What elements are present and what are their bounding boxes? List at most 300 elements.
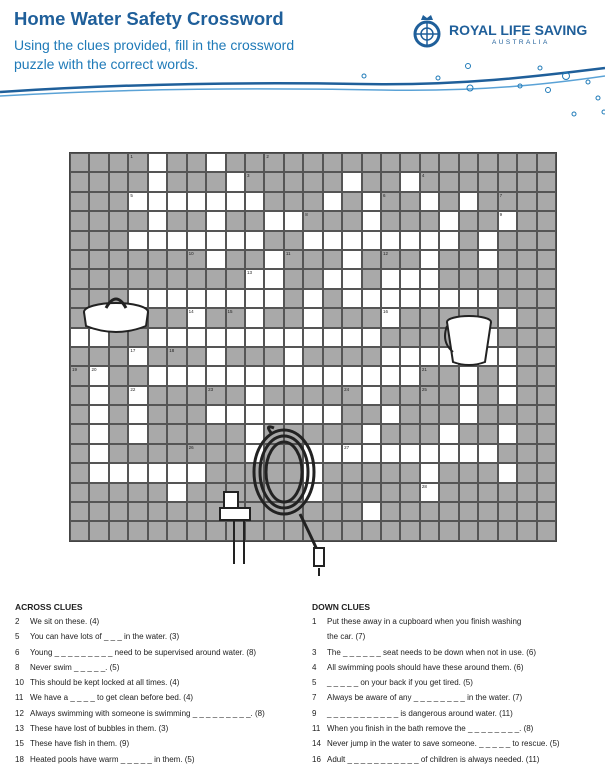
grid-cell-white[interactable] [323, 328, 342, 347]
grid-cell-white[interactable] [226, 328, 245, 347]
grid-cell-white[interactable] [439, 289, 458, 308]
grid-cell-shaded [148, 424, 167, 443]
grid-cell-shaded [517, 289, 536, 308]
grid-cell-shaded [89, 269, 108, 288]
grid-cell-shaded [400, 211, 419, 230]
grid-cell-shaded [498, 483, 517, 502]
grid-cell-white[interactable] [381, 308, 400, 327]
grid-cell-shaded [517, 463, 536, 482]
grid-cell-shaded [517, 386, 536, 405]
grid-cell-white[interactable] [498, 308, 517, 327]
grid-cell-white[interactable] [264, 211, 283, 230]
grid-cell-shaded [148, 386, 167, 405]
grid-cell-shaded [323, 308, 342, 327]
grid-cell-shaded [187, 521, 206, 540]
page-subtitle: Using the clues provided, fill in the crossword puzzle with the correct words. [14, 37, 295, 72]
grid-cell-shaded [167, 211, 186, 230]
grid-cell-shaded [362, 269, 381, 288]
grid-cell-shaded [187, 386, 206, 405]
grid-cell-white[interactable] [420, 192, 439, 211]
grid-cell-white[interactable] [362, 444, 381, 463]
grid-cell-white[interactable] [284, 405, 303, 424]
clue-number: 26 [188, 444, 194, 450]
grid-cell-white[interactable] [400, 231, 419, 250]
grid-cell-white[interactable] [245, 366, 264, 385]
grid-cell-white[interactable] [187, 289, 206, 308]
grid-cell-shaded [537, 153, 556, 172]
grid-cell-white[interactable] [284, 328, 303, 347]
grid-cell-white[interactable] [226, 231, 245, 250]
grid-cell-white[interactable] [148, 463, 167, 482]
clue-line-number: 16 [312, 754, 321, 764]
grid-cell-white[interactable] [206, 211, 225, 230]
grid-cell-shaded [478, 172, 497, 191]
grid-cell-shaded [400, 521, 419, 540]
grid-cell-white[interactable] [167, 483, 186, 502]
grid-cell-shaded [109, 444, 128, 463]
grid-cell-white[interactable] [362, 386, 381, 405]
grid-cell-white[interactable] [459, 192, 478, 211]
grid-cell-white[interactable] [167, 463, 186, 482]
clue-line [312, 662, 524, 678]
grid-cell-shaded [517, 444, 536, 463]
grid-cell-shaded [439, 153, 458, 172]
grid-cell-shaded [70, 172, 89, 191]
grid-cell-shaded [167, 250, 186, 269]
grid-cell-white[interactable] [459, 444, 478, 463]
clue-line [312, 617, 522, 632]
tap-and-hose-illustration [214, 424, 334, 586]
grid-cell-white[interactable] [498, 463, 517, 482]
grid-cell-white[interactable] [128, 424, 147, 443]
grid-cell-white[interactable] [187, 192, 206, 211]
grid-cell-shaded [420, 153, 439, 172]
grid-cell-shaded [70, 424, 89, 443]
clue-line [312, 647, 537, 663]
grid-cell-shaded [148, 269, 167, 288]
grid-cell-shaded [303, 153, 322, 172]
grid-cell-white[interactable] [264, 328, 283, 347]
clue-number: 5 [130, 192, 133, 198]
grid-cell-shaded [89, 250, 108, 269]
grid-cell-shaded [70, 483, 89, 502]
grid-cell-shaded [498, 269, 517, 288]
grid-cell-white[interactable] [128, 463, 147, 482]
grid-cell-shaded [459, 153, 478, 172]
grid-cell-shaded [128, 483, 147, 502]
grid-cell-white[interactable] [439, 211, 458, 230]
grid-cell-white[interactable] [342, 269, 361, 288]
grid-cell-shaded [362, 521, 381, 540]
grid-cell-shaded [264, 153, 283, 172]
clue-line [15, 739, 130, 754]
grid-cell-white[interactable] [362, 211, 381, 230]
grid-cell-shaded [439, 521, 458, 540]
grid-cell-shaded [342, 308, 361, 327]
grid-cell-shaded [498, 405, 517, 424]
grid-cell-shaded [362, 347, 381, 366]
grid-cell-white[interactable] [498, 366, 517, 385]
grid-cell-white[interactable] [245, 269, 264, 288]
clue-line-text: _ _ _ _ _ _ _ _ _ _ _ is dangerous around water. (11) [327, 708, 513, 718]
clue-line-text: Always be aware of any _ _ _ _ _ _ _ _ in the water. (7) [327, 693, 523, 703]
grid-cell-white[interactable] [323, 269, 342, 288]
grid-cell-white[interactable] [89, 366, 108, 385]
grid-cell-shaded [206, 308, 225, 327]
grid-cell-white[interactable] [148, 172, 167, 191]
grid-cell-white[interactable] [439, 231, 458, 250]
grid-cell-shaded [167, 521, 186, 540]
grid-cell-white[interactable] [89, 424, 108, 443]
grid-cell-shaded [109, 153, 128, 172]
grid-cell-white[interactable] [206, 405, 225, 424]
grid-cell-shaded [537, 172, 556, 191]
grid-cell-white[interactable] [167, 231, 186, 250]
grid-cell-white[interactable] [128, 386, 147, 405]
grid-cell-shaded [245, 172, 264, 191]
grid-cell-white[interactable] [459, 405, 478, 424]
grid-cell-shaded [342, 405, 361, 424]
grid-cell-white[interactable] [459, 366, 478, 385]
grid-cell-white[interactable] [400, 289, 419, 308]
grid-cell-shaded [362, 483, 381, 502]
grid-cell-white[interactable] [148, 192, 167, 211]
grid-cell-white[interactable] [264, 250, 283, 269]
grid-cell-white[interactable] [226, 289, 245, 308]
grid-cell-white[interactable] [439, 444, 458, 463]
clue-line-number: 3 [312, 647, 317, 657]
grid-cell-white[interactable] [206, 192, 225, 211]
grid-cell-shaded [381, 521, 400, 540]
grid-cell-white[interactable] [187, 231, 206, 250]
grid-cell-shaded [459, 172, 478, 191]
grid-cell-white[interactable] [362, 328, 381, 347]
grid-cell-shaded [537, 405, 556, 424]
clue-number: 21 [421, 367, 427, 373]
grid-cell-white[interactable] [187, 308, 206, 327]
grid-cell-white[interactable] [420, 444, 439, 463]
grid-cell-shaded [226, 153, 245, 172]
grid-cell-shaded [89, 521, 108, 540]
grid-cell-shaded [439, 250, 458, 269]
grid-cell-white[interactable] [148, 366, 167, 385]
grid-cell-shaded [439, 269, 458, 288]
grid-cell-white[interactable] [264, 289, 283, 308]
grid-cell-shaded [459, 211, 478, 230]
grid-cell-white[interactable] [167, 328, 186, 347]
bucket-illustration [443, 312, 495, 368]
clue-line-number: 2 [15, 617, 20, 626]
grid-cell-white[interactable] [206, 347, 225, 366]
grid-cell-shaded [342, 424, 361, 443]
clue-line [15, 617, 100, 632]
grid-cell-white[interactable] [498, 424, 517, 443]
grid-cell-shaded [187, 483, 206, 502]
grid-cell-white[interactable] [381, 444, 400, 463]
grid-cell-shaded [70, 386, 89, 405]
grid-cell-white[interactable] [420, 289, 439, 308]
clue-number: 22 [130, 386, 136, 392]
grid-cell-shaded [89, 153, 108, 172]
clue-line-number: 11 [15, 693, 24, 703]
grid-cell-white[interactable] [167, 366, 186, 385]
grid-cell-shaded [459, 269, 478, 288]
grid-cell-shaded [537, 289, 556, 308]
grid-cell-white[interactable] [323, 231, 342, 250]
clue-line-text: Never swim _ _ _ _ _. (5) [30, 662, 120, 672]
clue-number: 6 [383, 192, 386, 198]
grid-cell-white[interactable] [323, 192, 342, 211]
grid-cell-white[interactable] [206, 289, 225, 308]
grid-cell-shaded [537, 308, 556, 327]
grid-cell-white[interactable] [342, 250, 361, 269]
grid-cell-white[interactable] [245, 308, 264, 327]
grid-cell-shaded [400, 328, 419, 347]
clue-number: 18 [169, 347, 175, 353]
grid-cell-white[interactable] [303, 231, 322, 250]
grid-cell-shaded [89, 347, 108, 366]
grid-cell-white[interactable] [128, 231, 147, 250]
grid-cell-shaded [128, 502, 147, 521]
grid-cell-white[interactable] [342, 172, 361, 191]
grid-cell-shaded [187, 424, 206, 443]
grid-cell-shaded [459, 463, 478, 482]
grid-cell-shaded [109, 386, 128, 405]
grid-cell-white[interactable] [187, 463, 206, 482]
grid-cell-white[interactable] [420, 250, 439, 269]
grid-cell-white[interactable] [420, 483, 439, 502]
grid-cell-white[interactable] [478, 444, 497, 463]
grid-cell-white[interactable] [420, 347, 439, 366]
grid-cell-shaded [498, 521, 517, 540]
grid-cell-shaded [537, 231, 556, 250]
grid-cell-shaded [362, 463, 381, 482]
grid-cell-shaded [109, 211, 128, 230]
clue-number: 3 [246, 173, 250, 179]
clue-number: 10 [188, 250, 194, 256]
grid-cell-shaded [284, 172, 303, 191]
grid-cell-white[interactable] [342, 289, 361, 308]
grid-cell-white[interactable] [498, 386, 517, 405]
grid-cell-shaded [89, 231, 108, 250]
grid-cell-shaded [439, 405, 458, 424]
grid-cell-white[interactable] [381, 289, 400, 308]
clue-number: 8 [305, 212, 308, 218]
grid-cell-white[interactable] [303, 328, 322, 347]
grid-cell-white[interactable] [498, 347, 517, 366]
grid-cell-shaded [517, 366, 536, 385]
grid-cell-white[interactable] [323, 366, 342, 385]
grid-cell-white[interactable] [400, 269, 419, 288]
grid-cell-shaded [517, 231, 536, 250]
clue-line-number: 10 [15, 678, 24, 688]
grid-cell-white[interactable] [148, 231, 167, 250]
grid-cell-white[interactable] [381, 231, 400, 250]
grid-cell-white[interactable] [381, 347, 400, 366]
grid-cell-white[interactable] [342, 444, 361, 463]
grid-cell-white[interactable] [245, 405, 264, 424]
grid-cell-white[interactable] [303, 289, 322, 308]
grid-cell-shaded [89, 192, 108, 211]
grid-cell-white[interactable] [264, 405, 283, 424]
grid-cell-white[interactable] [342, 328, 361, 347]
grid-cell-white[interactable] [362, 192, 381, 211]
grid-cell-white[interactable] [226, 172, 245, 191]
grid-cell-shaded [420, 211, 439, 230]
clue-line-text: Never jump in the water to save someone. _ _ _ _ _ to rescue. (5) [327, 739, 560, 749]
grid-cell-white[interactable] [284, 347, 303, 366]
grid-cell-white[interactable] [206, 153, 225, 172]
grid-cell-white[interactable] [362, 366, 381, 385]
grid-cell-white[interactable] [381, 366, 400, 385]
grid-cell-shaded [284, 231, 303, 250]
clue-line [15, 678, 180, 693]
grid-cell-white[interactable] [284, 211, 303, 230]
grid-cell-shaded [439, 192, 458, 211]
logo-subtext: AUSTRALIA [492, 39, 550, 46]
grid-cell-white[interactable] [89, 463, 108, 482]
grid-cell-white[interactable] [498, 211, 517, 230]
clue-line-number: 9 [312, 708, 317, 718]
grid-cell-white[interactable] [342, 231, 361, 250]
grid-cell-white[interactable] [206, 250, 225, 269]
grid-cell-white[interactable] [187, 328, 206, 347]
grid-cell-shaded [70, 463, 89, 482]
grid-cell-shaded [303, 269, 322, 288]
grid-cell-white[interactable] [478, 250, 497, 269]
grid-cell-shaded [498, 502, 517, 521]
clue-line-number: 15 [15, 739, 24, 749]
grid-cell-shaded [498, 231, 517, 250]
grid-cell-white[interactable] [381, 405, 400, 424]
grid-cell-white[interactable] [439, 424, 458, 443]
grid-cell-shaded [400, 405, 419, 424]
grid-cell-white[interactable] [206, 328, 225, 347]
grid-cell-white[interactable] [206, 366, 225, 385]
grid-cell-shaded [517, 502, 536, 521]
clue-line [312, 678, 473, 693]
grid-cell-white[interactable] [420, 463, 439, 482]
grid-cell-white[interactable] [245, 231, 264, 250]
grid-cell-shaded [70, 153, 89, 172]
grid-cell-shaded [342, 347, 361, 366]
grid-cell-white[interactable] [478, 231, 497, 250]
grid-cell-shaded [226, 386, 245, 405]
grid-cell-white[interactable] [245, 289, 264, 308]
grid-cell-shaded [420, 405, 439, 424]
grid-cell-shaded [323, 386, 342, 405]
grid-cell-white[interactable] [478, 289, 497, 308]
grid-cell-white[interactable] [128, 192, 147, 211]
grid-cell-shaded [400, 386, 419, 405]
grid-cell-white[interactable] [264, 366, 283, 385]
grid-cell-white[interactable] [167, 289, 186, 308]
grid-cell-white[interactable] [400, 366, 419, 385]
grid-cell-white[interactable] [148, 211, 167, 230]
grid-cell-shaded [400, 502, 419, 521]
grid-cell-shaded [439, 172, 458, 191]
grid-cell-white[interactable] [245, 328, 264, 347]
grid-cell-white[interactable] [245, 192, 264, 211]
grid-cell-white[interactable] [109, 463, 128, 482]
grid-cell-shaded [498, 444, 517, 463]
crest-icon [410, 14, 444, 50]
clue-line-text: We have a _ _ _ _ to get clean before bed. (4) [30, 693, 194, 703]
grid-cell-shaded [478, 502, 497, 521]
grid-cell-shaded [517, 405, 536, 424]
grid-cell-white[interactable] [303, 405, 322, 424]
grid-cell-shaded [109, 347, 128, 366]
clue-number: 27 [344, 444, 350, 450]
grid-cell-white[interactable] [128, 405, 147, 424]
clue-line-text: Always swimming with someone is swimming _ _ _ _ _ _ _ _ _. (8) [30, 708, 265, 718]
grid-cell-white[interactable] [362, 289, 381, 308]
grid-cell-white[interactable] [362, 231, 381, 250]
grid-cell-white[interactable] [167, 192, 186, 211]
grid-cell-shaded [187, 347, 206, 366]
clue-line-text: Adult _ _ _ _ _ _ _ _ _ _ _ of children is always needed. (11) [327, 754, 540, 764]
clue-line-number: 5 [15, 632, 20, 642]
grid-cell-white[interactable] [362, 502, 381, 521]
grid-cell-white[interactable] [303, 366, 322, 385]
grid-cell-white[interactable] [89, 444, 108, 463]
clue-line [312, 739, 560, 754]
grid-cell-shaded [342, 463, 361, 482]
grid-cell-white[interactable] [323, 405, 342, 424]
grid-cell-white[interactable] [362, 424, 381, 443]
grid-cell-white[interactable] [400, 444, 419, 463]
grid-cell-white[interactable] [226, 192, 245, 211]
grid-cell-shaded [264, 347, 283, 366]
grid-cell-white[interactable] [245, 386, 264, 405]
grid-cell-white[interactable] [187, 366, 206, 385]
grid-cell-shaded [284, 386, 303, 405]
grid-cell-shaded [498, 192, 517, 211]
grid-cell-white[interactable] [381, 269, 400, 288]
grid-cell-shaded [459, 231, 478, 250]
grid-cell-white[interactable] [459, 289, 478, 308]
grid-cell-white[interactable] [342, 366, 361, 385]
grid-cell-white[interactable] [303, 308, 322, 327]
grid-cell-white[interactable] [206, 231, 225, 250]
grid-cell-white[interactable] [89, 405, 108, 424]
grid-cell-shaded [187, 444, 206, 463]
grid-cell-shaded [167, 153, 186, 172]
grid-cell-white[interactable] [226, 366, 245, 385]
grid-cell-white[interactable] [148, 153, 167, 172]
grid-cell-shaded [303, 386, 322, 405]
grid-cell-white[interactable] [459, 386, 478, 405]
grid-cell-shaded [342, 153, 361, 172]
grid-cell-shaded [342, 211, 361, 230]
grid-cell-white[interactable] [226, 405, 245, 424]
clue-line-number: 7 [312, 693, 317, 703]
grid-cell-white[interactable] [89, 386, 108, 405]
grid-cell-white[interactable] [420, 269, 439, 288]
grid-cell-white[interactable] [400, 172, 419, 191]
grid-cell-shaded [323, 172, 342, 191]
grid-cell-shaded [459, 424, 478, 443]
grid-cell-shaded [128, 521, 147, 540]
grid-cell-white[interactable] [128, 347, 147, 366]
grid-cell-white[interactable] [264, 269, 283, 288]
grid-cell-shaded [459, 250, 478, 269]
clue-line [15, 647, 257, 663]
grid-cell-white[interactable] [420, 231, 439, 250]
grid-cell-white[interactable] [284, 366, 303, 385]
clue-number: 4 [421, 173, 425, 179]
grid-cell-white[interactable] [400, 347, 419, 366]
